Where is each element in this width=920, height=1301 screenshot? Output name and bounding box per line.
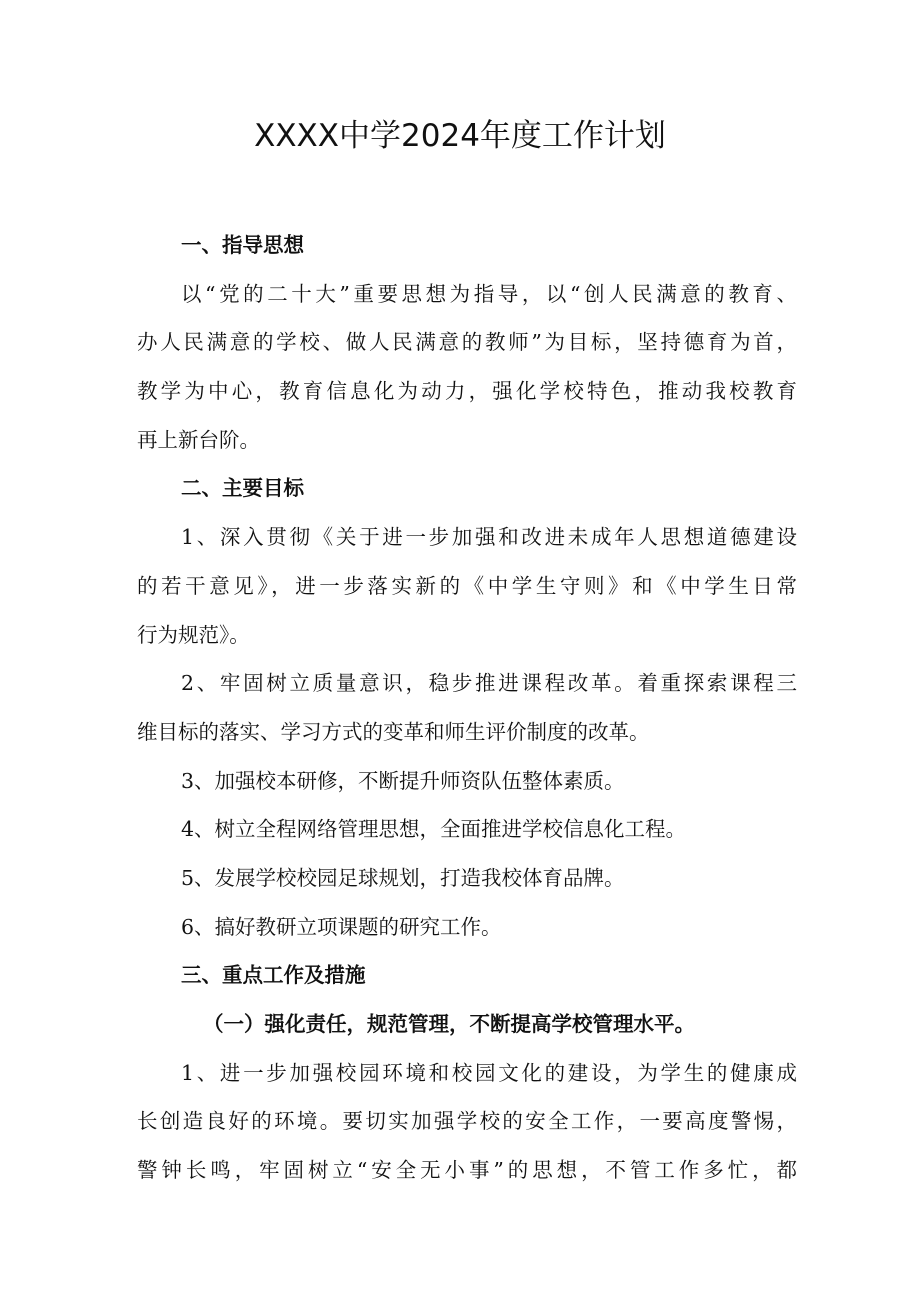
paragraph-line: 办人民满意的学校、做人民满意的教师”为目标，坚持德育为首， [137,330,797,355]
paragraph-line: 3、加强校本研修，不断提升师资队伍整体素质。 [181,768,625,793]
paragraph-line: 长创造良好的环境。要切实加强学校的安全工作，一要高度警惕， [137,1109,797,1134]
paragraph-line: 以“党的二十大”重要思想为指导，以“创人民满意的教育、 [181,281,797,306]
paragraph-line: 行为规范》。 [137,622,250,647]
paragraph-line: 2、牢固树立质量意识，稳步推进课程改革。着重探索课程三 [181,671,797,696]
paragraph-line: 的若干意见》，进一步落实新的《中学生守则》和《中学生日常 [137,573,797,598]
paragraph-line: 5、发展学校校园足球规划，打造我校体育品牌。 [181,865,625,890]
paragraph-line: 6、搞好教研立项课题的研究工作。 [181,914,502,939]
paragraph-line: 1、进一步加强校园环境和校园文化的建设，为学生的健康成 [181,1060,797,1085]
paragraph-line: 再上新台阶。 [137,427,260,452]
section-heading-main-goals: 二、主要目标 [181,476,304,501]
document-title: XXXX中学2024年度工作计划 [254,118,666,154]
paragraph-line: 4、树立全程网络管理思想，全面推进学校信息化工程。 [181,817,687,842]
paragraph-line: 1、深入贯彻《关于进一步加强和改进未成年人思想道德建设 [181,525,797,550]
section-heading-key-work: 三、重点工作及措施 [181,963,366,988]
paragraph-line: 警钟长鸣，牢固树立“安全无小事”的思想，不管工作多忙，都 [137,1158,797,1183]
subsection-heading: （一）强化责任，规范管理，不断提高学校管理水平。 [203,1012,695,1036]
paragraph-line: 教学为中心，教育信息化为动力，强化学校特色，推动我校教育 [137,379,797,404]
section-heading-guiding-thought: 一、指导思想 [181,233,304,257]
document-body [137,221,797,1195]
paragraph-line: 维目标的落实、学习方式的变革和师生评价制度的改革。 [137,719,650,744]
